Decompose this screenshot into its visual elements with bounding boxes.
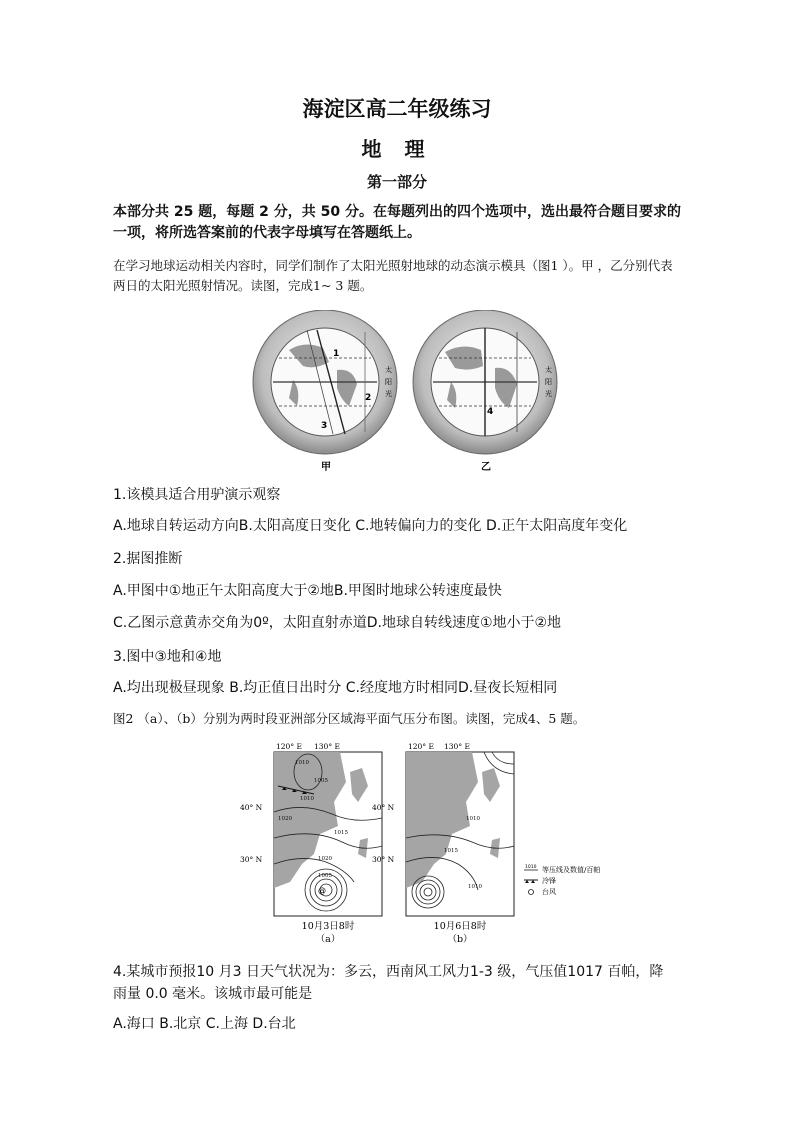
question-2-options-ab: A.甲图中①地正午太阳高度大于②地B.甲图时地球公转速度最快 <box>113 583 502 599</box>
globe-yi <box>413 310 557 473</box>
figure-1-globes <box>245 310 565 475</box>
question-4-stem: 4.某城市预报10 月3 日天气状况为：多云，西南风工风力1-3 级，气压值1017 百帕，降雨量 0.0 毫米。该城市最可能是 <box>113 964 664 1002</box>
subject-title: 地 理 <box>361 137 433 161</box>
svg-text:阳: 阳 <box>545 378 552 386</box>
map-b <box>372 742 514 945</box>
question-1-options: A.地球自转运动方向B.太阳高度日变化 C.地转偏向力的变化 D.正午太阳高度年变化 <box>113 518 628 534</box>
legend-cold-front: 冷锋 <box>542 877 556 885</box>
isobar-b-2: 1015 <box>444 848 458 854</box>
question-2-stem: 2.据图推断 <box>113 551 183 567</box>
marker-3: 3 <box>321 421 328 431</box>
isobar-a-5: 1015 <box>334 830 348 836</box>
isobar-a-1: 1010 <box>295 760 309 766</box>
marker-4: 4 <box>487 407 494 417</box>
svg-text:光: 光 <box>545 390 552 398</box>
isobar-a-6: 1020 <box>318 856 332 862</box>
label-yi: 乙 <box>481 462 491 473</box>
lon-120-label-a: 120° E <box>276 742 302 751</box>
svg-text:太: 太 <box>385 366 392 374</box>
isobar-a-2: 1005 <box>314 778 328 784</box>
isobar-a-4: 1020 <box>278 816 292 822</box>
page-title: 海淀区高二年级练习 <box>302 97 492 121</box>
isobar-b-3: 1010 <box>468 884 482 890</box>
legend-isobar: 等压线及数值/百帕 <box>542 866 601 874</box>
question-3-stem: 3.图中③地和④地 <box>113 649 222 665</box>
instructions: 本部分共 25 题，每题 2 分，共 50 分。在每题列出的四个选项中，选出最符合题目要求的一项，将所选答案前的代表字母填写在答题纸上。 <box>113 204 681 241</box>
isobar-b-1: 1010 <box>466 816 480 822</box>
globe-jia <box>253 310 397 473</box>
marker-2: 2 <box>365 393 372 403</box>
figure-2-pressure-maps <box>222 742 602 947</box>
svg-text:太: 太 <box>545 366 552 374</box>
lon-130-label-b: 130° E <box>444 742 470 751</box>
lat-30-label-a: 30° N <box>240 855 263 864</box>
lat-40-label-a: 40° N <box>240 803 263 812</box>
caption-a-sub: （a） <box>315 934 341 945</box>
marker-1: 1 <box>333 349 340 359</box>
svg-text:@: @ <box>318 886 326 895</box>
question-4-options: A.海口 B.北京 C.上海 D.台北 <box>113 1016 296 1032</box>
legend-sample-value: 1010 <box>525 865 537 870</box>
lon-120-label-b: 120° E <box>408 742 434 751</box>
lat-30-label-b: 30° N <box>372 855 395 864</box>
lat-40-label-b: 40° N <box>372 803 395 812</box>
question-setup-2: 图2 （a）、（b）分别为两时段亚洲部分区域海平面气压分布图。读图，完成4、5 题。 <box>113 711 586 726</box>
question-1-stem: 1.该模具适合用驴演示观察 <box>113 487 281 503</box>
typhoon-icon <box>529 890 534 895</box>
isobar-a-3: 1010 <box>300 796 314 802</box>
svg-text:光: 光 <box>385 390 392 398</box>
question-setup-1: 在学习地球运动相关内容时，同学们制作了太阳光照射地球的动态演示模具（图1 ）。甲 ，乙分别代表两日的太阳光照射情况。读图，完成1~ 3 题。 <box>113 258 673 293</box>
caption-b: 10月6日8时 <box>433 921 487 932</box>
lon-130-label-a: 130° E <box>314 742 340 751</box>
svg-text:阳: 阳 <box>385 378 392 386</box>
part-title: 第一部分 <box>366 173 427 191</box>
map-a <box>240 742 382 945</box>
question-3-options: A.均出现极昼现象 B.均正值日出时分 C.经度地方时相同D.昼夜长短相同 <box>113 680 558 696</box>
question-2-options-cd: C.乙图示意黄赤交角为0º，太阳直射赤道D.地球自转线速度①地小于②地 <box>113 615 562 631</box>
map-legend <box>524 864 600 896</box>
caption-a: 10月3日8时 <box>301 921 355 932</box>
legend-typhoon: 台风 <box>542 888 556 896</box>
caption-b-sub: （b） <box>447 934 473 945</box>
label-jia: 甲 <box>321 462 331 473</box>
isobar-a-7: 1005 <box>318 873 332 879</box>
